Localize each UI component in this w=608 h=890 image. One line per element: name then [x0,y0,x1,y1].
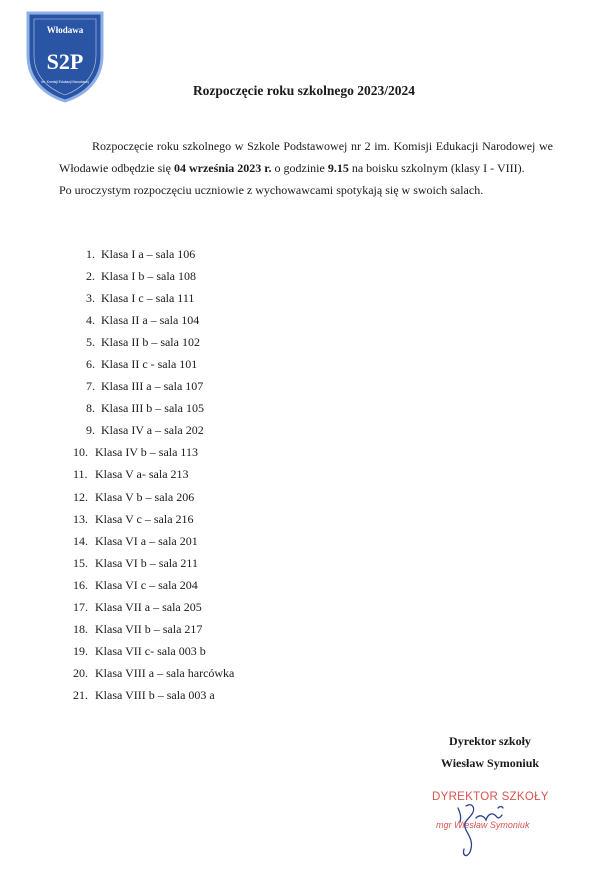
list-item-text: Klasa V a- sala 213 [95,467,189,482]
list-item-number: 10. [73,445,88,460]
list-item [73,618,234,640]
list-item-text: Klasa I a – sala 106 [101,247,196,261]
intro-text [59,135,553,201]
list-item [73,530,234,552]
signature-name: Wiesław Symoniuk [440,756,540,770]
stamp-line2: mgr Wiesław Symoniuk [436,820,530,830]
list-item [73,397,234,419]
list-item-number: 13. [73,511,88,526]
logo-ring-text: im. Komisji Edukacji Narodowej [41,80,89,84]
list-item-number: 4. [86,313,95,328]
list-item-text: Klasa VI a – sala 201 [95,533,198,548]
list-item-text: Klasa II b – sala 102 [101,335,200,350]
signature-block [400,730,580,774]
list-item [73,640,234,662]
list-item-number: 1. [86,247,95,261]
list-item [73,353,234,375]
list-item-number: 14. [73,533,88,548]
list-item-number: 18. [73,621,88,636]
list-item-text: Klasa III a – sala 107 [101,379,204,394]
list-item [73,508,234,530]
list-item [73,243,234,265]
list-item [73,596,234,618]
list-item [73,441,234,463]
logo-letters: S2P [46,49,84,74]
page-title: Rozpoczęcie roku szkolnego 2023/2024 [192,83,416,98]
intro-note: Po uroczystym rozpoczęciu uczniowie z wychowawcami spotykają się w swoich salach. [59,183,484,197]
list-item-number: 19. [73,643,88,658]
intro-paragraph: Rozpoczęcie roku szkolnego w Szkole Podstawowej nr 2 im. Komisji Edukacji Narodowej we Włodawie odbędzie się 04 września 2023 r. o godzinie 9.15 na boisku szkolnym (klasy I - VIII). [59,139,553,175]
director-stamp [418,778,558,873]
list-item [73,486,234,508]
list-item-number: 16. [73,577,88,592]
list-item-number: 7. [86,379,95,394]
list-item-number: 2. [86,269,95,284]
list-item-text: Klasa VII a – sala 205 [95,599,202,614]
list-item-number: 17. [73,599,88,614]
list-item [73,552,234,574]
list-item [73,463,234,485]
list-item-text: Klasa II a – sala 104 [101,313,200,328]
list-item [73,419,234,441]
list-item-number: 15. [73,555,88,570]
list-item-number: 5. [86,335,95,350]
list-item-number: 11. [73,467,88,482]
stamp-graphic [418,778,558,873]
list-item-text: Klasa VII c- sala 003 b [95,643,206,658]
list-item-number: 12. [73,489,88,504]
list-item-text: Klasa III b – sala 105 [101,401,204,416]
logo-town: Włodawa [46,25,84,35]
list-item-text: Klasa VII b – sala 217 [95,621,203,636]
list-item [73,375,234,397]
list-item [73,265,234,287]
list-item [73,331,234,353]
list-item-text: Klasa IV a – sala 202 [101,423,204,438]
list-item-number: 8. [86,401,95,416]
list-item-number: 6. [86,357,95,372]
stamp-line1: DYREKTOR SZKOŁY [432,791,549,803]
list-item-number: 3. [86,291,95,306]
list-item-text: Klasa VIII b – sala 003 a [95,687,215,702]
list-item-text: Klasa VI b – sala 211 [95,555,198,570]
list-item-number: 9. [86,423,95,438]
list-item [73,309,234,331]
list-item [73,662,234,684]
start-time: 9.15 [327,161,349,175]
list-item-text: Klasa VIII a – sala harcówka [95,665,235,680]
list-item-text: Klasa II c - sala 101 [101,357,198,372]
start-date: 04 września 2023 r. [173,161,272,175]
list-item-number: 20. [73,665,88,680]
list-item-number: 21. [73,687,88,702]
list-item [73,574,234,596]
list-item [73,287,234,309]
list-item-text: Klasa IV b – sala 113 [95,445,198,460]
list-item-text: Klasa V b – sala 206 [95,489,195,504]
list-item-text: Klasa I b – sala 108 [101,269,196,284]
class-room-list [73,243,234,706]
list-item-text: Klasa V c – sala 216 [95,511,194,526]
list-item-text: Klasa I c – sala 111 [101,291,195,306]
list-item-text: Klasa VI c – sala 204 [95,577,198,592]
handwritten-signature [458,805,503,856]
list-item [73,684,234,706]
signature-role: Dyrektor szkoły [449,734,531,748]
